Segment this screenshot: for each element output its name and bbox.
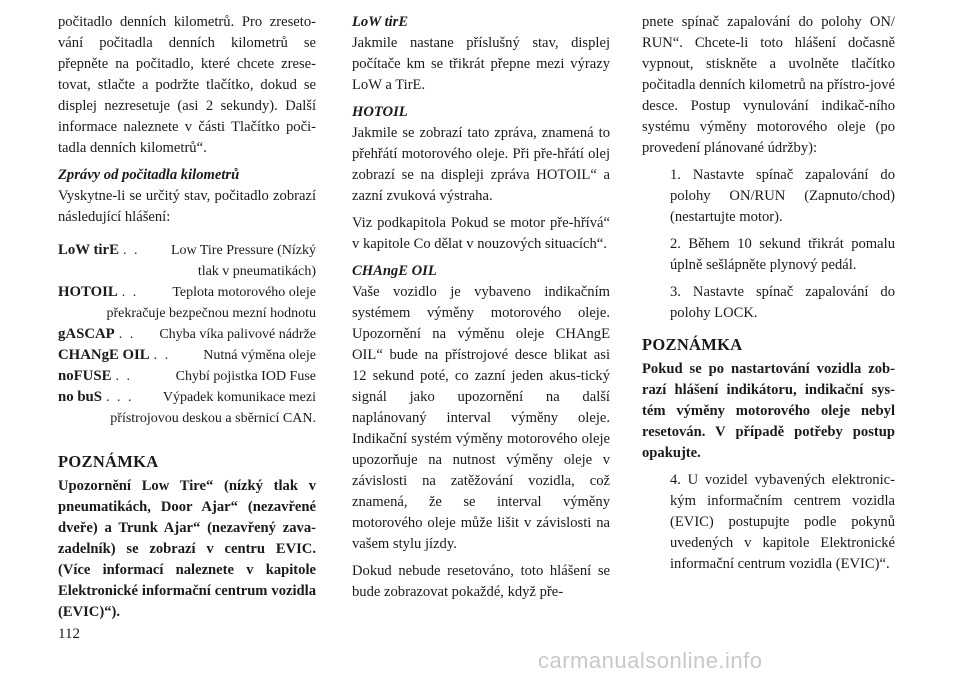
note-text: Pokud se po nastartování vozidla zob-razí hlášení indikátoru, indikační sys-tém výměny motorového oleje nebyl resetován. V případě potřeby postup opakujte. [642, 361, 895, 461]
message-desc-cont: tlak v pneumatikách) [197, 264, 316, 279]
step-3: 3. Nastavte spínač zapalování do polohy LOCK. [670, 284, 895, 321]
message-dots: . . [118, 327, 136, 342]
message-code: HOTOIL [58, 284, 118, 300]
message-code: no buS [58, 389, 103, 405]
paragraph-overheat-ref: Viz podkapitola Pokud se motor pře-hřívá“ v kapitole Co dělat v nouzových situacích“. [352, 215, 610, 252]
message-dots: . . [115, 369, 132, 384]
message-item [58, 345, 316, 366]
subheading-change-oil: CHAngE OIL [352, 263, 437, 279]
message-item [58, 282, 316, 324]
message-desc: Chyba víka palivové nádrže [159, 327, 316, 342]
message-code: CHANgE OIL [58, 347, 150, 363]
message-item [58, 240, 316, 282]
message-code: gASCAP [58, 326, 115, 342]
paragraph-change-oil: Vaše vozidlo je vybaveno indikačním systémem výměny motorového oleje. Upozornění na výměnu oleje CHAngE OIL“ bude na přístrojové desce blikat asi 12 sekund poté, co zazní jeden akus-tický signál jako upozornění na další naplánovaný interval výměny oleje. Indikační systém výměny motorového oleje upozorňuje na nutnost výměny oleje v závislosti na zatěžování vozidla, což znamená, že se interval výměny motorového oleje může lišit v závislosti na vašem stylu jízdy. [352, 284, 610, 552]
message-desc: Výpadek komunikace mezi [162, 390, 316, 405]
note-heading: POZNÁMKA [642, 335, 743, 354]
subheading-hotoil: HOTOIL [352, 104, 408, 120]
message-item [58, 366, 316, 387]
watermark-text: carmanualsonline.info [538, 648, 763, 673]
message-list [58, 240, 316, 429]
message-dots: . . . [106, 390, 134, 405]
message-dots: . . [153, 348, 171, 363]
message-desc-cont: překračuje bezpečnou mezní hodnotu [106, 306, 316, 321]
subheading-low-tire: LoW tirE [352, 14, 409, 30]
paragraph-trip-reset: počitadlo denních kilometrů. Pro zreseto-vání počitadla denních kilometrů se přepněte na počitadlo, které chcete zrese-tovat, stlačte a podržte tlačítko, dokud se displej nezresetuje (asi 2 sekundy). Další informace naleznete v části Tlačítko poči-tadla denních kilometrů“. [58, 14, 316, 156]
note-heading: POZNÁMKA [58, 452, 159, 471]
message-desc: Chybí pojistka IOD Fuse [175, 369, 316, 384]
message-code: noFUSE [58, 368, 112, 384]
column-right [642, 12, 895, 575]
paragraph-messages-intro: Vyskytne-li se určitý stav, počitadlo zobrazí následující hlášení: [58, 188, 316, 225]
paragraph-hotoil: Jakmile se zobrazí tato zpráva, znamená to přehřátí motorového oleje. Při pře-hřátí olej zobrazí se na displeji zpráva HOTOIL“ a zazní zvuková výstraha. [352, 125, 610, 204]
message-item [58, 324, 316, 345]
paragraph-reset-display: Dokud nebude resetováno, toto hlášení se bude zobrazovat pokaždé, když pře- [352, 563, 610, 600]
message-code: LoW tirE [58, 242, 119, 258]
subheading-odometer-messages: Zprávy od počitadla kilometrů [58, 167, 240, 183]
column-middle [352, 12, 610, 603]
message-dots: . . [121, 285, 139, 300]
message-dots: . . [122, 243, 140, 258]
column-left [58, 12, 316, 629]
paragraph-low-tire: Jakmile nastane příslušný stav, displej počítače km se třikrát přepne mezi výrazy LoW a TirE. [352, 35, 610, 93]
step-4: 4. U vozidel vybavených elektronic-kým informačním centrem vozidla (EVIC) postupujte podle pokynů uvedených v kapitole Elektronické informační centrum vozidla (EVIC)“. [670, 472, 895, 572]
message-desc: Nutná výměna oleje [203, 348, 316, 363]
step-1: 1. Nastavte spínač zapalování do polohy ON/RUN (Zapnuto/chod) (nestartujte motor). [670, 167, 895, 225]
step-2: 2. Během 10 sekund třikrát pomalu úplně sešlápněte plynový pedál. [670, 236, 895, 273]
message-desc-cont: přístrojovou deskou a sběrnicí CAN. [110, 411, 316, 426]
message-item [58, 387, 316, 429]
message-desc: Low Tire Pressure (Nízký [170, 243, 316, 258]
message-desc: Teplota motorového oleje [172, 285, 316, 300]
note-text: Upozornění Low Tire“ (nízký tlak v pneumatikách, Door Ajar“ (nezavřené dveře) a Trunk Ajar“ (nezavřený zava-zadelník) se zobrazí v centru EVIC. (Více informací naleznete v kapitole Elektronické informační centrum vozidla (EVIC)“). [58, 478, 316, 620]
paragraph-ignition: pnete spínač zapalování do polohy ON/ RUN“. Chcete-li toto hlášení dočasně vypnout, stiskněte a uvolněte tlačítko počitadla denních kilometrů na přístro-jové desce. Postup vynulování indikač-ního systému výměny motorového oleje (po provedení plánované údržby): [642, 14, 895, 156]
page-number: 112 [58, 626, 80, 642]
